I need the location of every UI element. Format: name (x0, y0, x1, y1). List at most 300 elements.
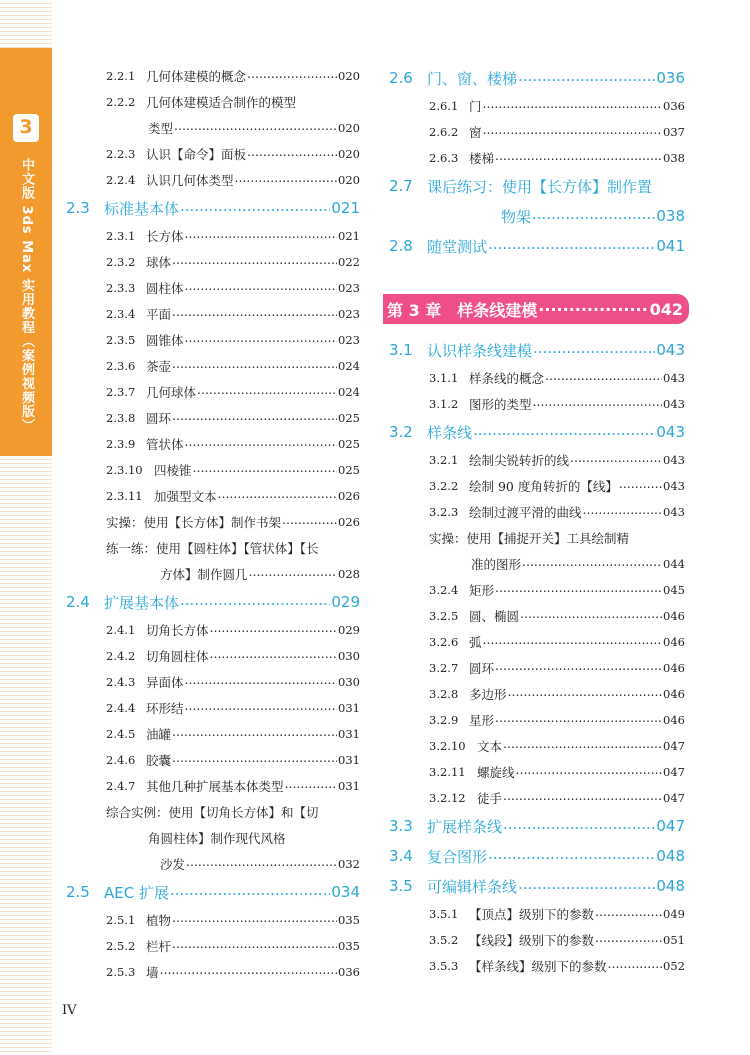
entry-page: 038 (663, 151, 685, 165)
entry-title: 扩展样条线 (427, 817, 503, 836)
dot-leader (172, 726, 337, 739)
dot-leader (570, 452, 662, 465)
entry-number: 3.1.1 (429, 371, 459, 385)
toc-entry[interactable] (66, 959, 360, 985)
entry-title: 矩形 (469, 583, 495, 598)
toc-entry[interactable] (66, 431, 360, 457)
section-number: 2.5 (66, 883, 90, 901)
entry-page: 021 (338, 229, 360, 243)
dot-leader (533, 396, 663, 409)
entry-number: 3.2.1 (429, 453, 459, 467)
toc-entry[interactable] (389, 655, 685, 681)
toc-entry[interactable] (389, 499, 685, 525)
dot-leader (193, 462, 338, 475)
dot-leader (172, 254, 337, 267)
entry-title: 星形 (469, 713, 495, 728)
toc-entry[interactable] (66, 405, 360, 431)
dot-leader (495, 712, 662, 725)
entry-number: 3.5.2 (429, 933, 459, 947)
entry-page: 031 (338, 753, 360, 767)
entry-page: 031 (338, 701, 360, 715)
entry-page: 022 (338, 255, 360, 269)
entry-number: 2.3.11 (106, 489, 143, 503)
entry-title: 【样条线】级别下的参数 (469, 959, 607, 974)
entry-title: 圆环 (469, 661, 495, 676)
toc-section-entry[interactable] (66, 877, 360, 907)
chapter-title: 样条线建模 (457, 300, 538, 320)
entry-number: 2.2.2 (106, 95, 136, 109)
entry-title: 切角圆柱体 (146, 649, 209, 664)
dot-leader (285, 778, 338, 791)
toc-entry[interactable] (66, 141, 360, 167)
entry-title: 几何体建模适合制作的模型 (146, 95, 297, 110)
toc-entry[interactable] (66, 115, 360, 141)
entry-page: 044 (663, 557, 685, 571)
entry-page: 025 (338, 437, 360, 451)
entry-page: 047 (663, 765, 685, 779)
entry-page: 043 (663, 505, 685, 519)
entry-title: 沙发 (160, 857, 186, 872)
entry-title: 植物 (146, 913, 172, 928)
toc-entry[interactable] (66, 379, 360, 405)
entry-page: 038 (656, 207, 685, 225)
entry-page: 021 (331, 199, 360, 217)
dot-leader (185, 674, 338, 687)
dot-leader (180, 199, 330, 214)
section-number: 3.3 (389, 817, 413, 835)
entry-number: 3.2.10 (429, 739, 466, 753)
entry-number: 2.3.6 (106, 359, 136, 373)
entry-title: 长方体 (146, 229, 184, 244)
toc-entry[interactable] (389, 733, 685, 759)
dot-leader (186, 856, 337, 869)
entry-number: 2.3.1 (106, 229, 136, 243)
dot-leader (172, 358, 337, 371)
dot-leader (483, 124, 663, 137)
toc-entry[interactable] (389, 447, 685, 473)
toc-entry[interactable] (389, 629, 685, 655)
dot-leader (185, 436, 338, 449)
entry-page: 043 (663, 479, 685, 493)
entry-number: 2.4.2 (106, 649, 136, 663)
toc-entry[interactable] (66, 799, 360, 825)
section-number: 2.3 (66, 199, 90, 217)
entry-title: AEC 扩展 (104, 883, 169, 902)
entry-number: 3.1.2 (429, 397, 459, 411)
dot-leader (185, 700, 338, 713)
toc-entry[interactable] (389, 953, 685, 979)
toc-entry[interactable] (66, 509, 360, 535)
dot-leader (235, 172, 338, 185)
entry-page: 047 (663, 739, 685, 753)
entry-page: 043 (663, 371, 685, 385)
entry-title: 圆锥体 (146, 333, 184, 348)
dot-leader (174, 120, 337, 133)
toc-section-entry[interactable] (66, 193, 360, 223)
toc-section-entry[interactable] (389, 841, 685, 871)
entry-page: 035 (338, 913, 360, 927)
entry-title: 认识【命令】面板 (146, 147, 247, 162)
dot-leader (503, 817, 655, 832)
entry-title: 切角长方体 (146, 623, 209, 638)
dot-leader (197, 384, 337, 397)
entry-number: 2.6.2 (429, 125, 459, 139)
entry-title: 类型 (148, 121, 174, 136)
entry-title: 认识样条线建模 (427, 341, 533, 360)
entry-page: 052 (663, 959, 685, 973)
toc-entry[interactable] (66, 617, 360, 643)
toc-entry[interactable] (66, 327, 360, 353)
dot-leader (483, 98, 663, 111)
entry-number: 2.3.4 (106, 307, 136, 321)
entry-number: 3.2.8 (429, 687, 459, 701)
entry-title: 实操：使用【捕捉开关】工具绘制精 (429, 531, 630, 546)
dot-leader (185, 280, 338, 293)
dot-leader (495, 660, 662, 673)
entry-number: 2.3.5 (106, 333, 136, 347)
toc-entry[interactable] (389, 145, 685, 171)
toc-entry[interactable] (389, 551, 685, 577)
entry-page: 028 (338, 567, 360, 581)
entry-title: 可编辑样条线 (427, 877, 518, 896)
toc-section-entry[interactable] (389, 871, 685, 901)
entry-number: 2.4.3 (106, 675, 136, 689)
toc-entry[interactable] (66, 907, 360, 933)
entry-number: 2.6.3 (429, 151, 459, 165)
entry-title: 环形结 (146, 701, 184, 716)
dot-leader (595, 932, 662, 945)
dot-leader (508, 686, 663, 699)
toc-entry[interactable] (389, 603, 685, 629)
entry-number: 3.2.11 (429, 765, 466, 779)
dot-leader (160, 964, 338, 977)
toc-entry[interactable] (389, 927, 685, 953)
entry-page: 047 (656, 817, 685, 835)
dot-leader (520, 608, 662, 621)
entry-title: 图形的类型 (469, 397, 532, 412)
dot-leader (185, 228, 338, 241)
entry-number: 2.5.1 (106, 913, 136, 927)
entry-page: 020 (338, 173, 360, 187)
entry-title: 螺旋线 (477, 765, 515, 780)
entry-title: 墙 (146, 965, 159, 980)
toc-section-entry[interactable] (66, 587, 360, 617)
entry-page: 043 (656, 423, 685, 441)
toc-entry[interactable] (389, 201, 685, 231)
dot-leader (473, 423, 655, 438)
dot-leader (495, 150, 662, 163)
entry-title: 胶囊 (146, 753, 172, 768)
entry-page: 035 (338, 939, 360, 953)
entry-title: 标准基本体 (104, 199, 180, 218)
entry-title: 扩展基本体 (104, 593, 180, 612)
chapter-page: 042 (649, 299, 683, 319)
toc-entry[interactable] (66, 63, 360, 89)
toc-entry[interactable] (389, 681, 685, 707)
toc-right-column-top (389, 63, 685, 261)
entry-page: 020 (338, 69, 360, 83)
entry-page: 030 (338, 675, 360, 689)
entry-page: 023 (338, 307, 360, 321)
toc-entry[interactable] (389, 391, 685, 417)
toc-entry[interactable] (66, 353, 360, 379)
dot-leader (503, 790, 662, 803)
toc-section-entry[interactable] (389, 63, 685, 93)
toc-entry[interactable] (66, 275, 360, 301)
entry-page: 020 (338, 147, 360, 161)
entry-title: 栏杆 (146, 939, 172, 954)
entry-title: 绘制 90 度角转折的【线】 (469, 479, 618, 494)
toc-entry[interactable] (66, 825, 360, 851)
entry-page: 046 (663, 687, 685, 701)
entry-title: 几何球体 (146, 385, 197, 400)
entry-title: 复合图形 (427, 847, 488, 866)
toc-section-entry[interactable] (389, 171, 685, 201)
entry-title: 四棱锥 (154, 463, 192, 478)
chapter-3-banner[interactable] (383, 294, 689, 324)
entry-title: 综合实例：使用【切角长方体】和【切 (106, 805, 319, 820)
toc-entry[interactable] (66, 223, 360, 249)
entry-page: 046 (663, 713, 685, 727)
entry-page: 046 (663, 635, 685, 649)
dot-leader (282, 514, 337, 527)
toc-entry[interactable] (389, 707, 685, 733)
entry-page: 026 (338, 489, 360, 503)
entry-page: 049 (663, 907, 685, 921)
entry-title: 认识几何体类型 (146, 173, 234, 188)
dot-leader (249, 566, 338, 579)
toc-entry[interactable] (389, 365, 685, 391)
dot-leader (247, 68, 337, 81)
entry-page: 036 (338, 965, 360, 979)
toc-entry[interactable] (66, 669, 360, 695)
toc-entry[interactable] (66, 89, 360, 115)
dot-leader (185, 332, 338, 345)
entry-number: 2.3.8 (106, 411, 136, 425)
toc-section-entry[interactable] (389, 417, 685, 447)
entry-title: 弧 (469, 635, 482, 650)
toc-entry[interactable] (389, 901, 685, 927)
section-number: 2.8 (389, 237, 413, 255)
entry-number: 3.2.9 (429, 713, 459, 727)
section-number: 2.7 (389, 177, 413, 195)
entry-title: 【线段】级别下的参数 (469, 933, 595, 948)
entry-title: 文本 (477, 739, 503, 754)
sidebar-title-band (0, 48, 52, 456)
entry-title: 异面体 (146, 675, 184, 690)
entry-title: 方体】制作圆几 (160, 567, 248, 582)
entry-number: 3.2.3 (429, 505, 459, 519)
entry-title: 门、窗、楼梯 (427, 69, 518, 88)
entry-page: 023 (338, 333, 360, 347)
section-number: 2.4 (66, 593, 90, 611)
page-number: IV (62, 1003, 77, 1018)
toc-entry[interactable] (389, 525, 685, 551)
entry-page: 046 (663, 609, 685, 623)
dot-leader (218, 488, 338, 501)
toc-section-entry[interactable] (389, 231, 685, 261)
entry-number: 2.4.6 (106, 753, 136, 767)
dot-leader (172, 912, 337, 925)
entry-page: 046 (663, 661, 685, 675)
entry-number: 3.2.7 (429, 661, 459, 675)
entry-page: 043 (663, 453, 685, 467)
entry-number: 2.4.7 (106, 779, 136, 793)
toc-entry[interactable] (66, 747, 360, 773)
entry-title: 茶壶 (146, 359, 172, 374)
toc-entry[interactable] (389, 785, 685, 811)
dot-leader (172, 752, 337, 765)
entry-number: 3.5.1 (429, 907, 459, 921)
entry-title: 【顶点】级别下的参数 (469, 907, 595, 922)
entry-title: 窗 (469, 125, 482, 140)
entry-page: 032 (338, 857, 360, 871)
entry-title: 随堂测试 (427, 237, 488, 256)
toc-entry[interactable] (389, 473, 685, 499)
entry-page: 029 (338, 623, 360, 637)
section-number: 3.4 (389, 847, 413, 865)
toc-entry[interactable] (66, 773, 360, 799)
entry-title: 物架 (501, 207, 532, 226)
entry-number: 2.3.2 (106, 255, 136, 269)
entry-page: 043 (663, 397, 685, 411)
section-number: 2.6 (389, 69, 413, 87)
dot-leader (522, 556, 662, 569)
entry-page: 025 (338, 463, 360, 477)
entry-page: 030 (338, 649, 360, 663)
toc-entry[interactable] (389, 93, 685, 119)
entry-number: 3.2.2 (429, 479, 459, 493)
entry-number: 2.3.9 (106, 437, 136, 451)
toc-entry[interactable] (66, 457, 360, 483)
entry-page: 024 (338, 385, 360, 399)
entry-page: 045 (663, 583, 685, 597)
entry-title: 实操：使用【长方体】制作书架 (106, 515, 282, 530)
dot-leader (495, 582, 662, 595)
entry-number: 2.3.10 (106, 463, 143, 477)
entry-title: 绘制过渡平滑的曲线 (469, 505, 582, 520)
toc-section-entry[interactable] (389, 335, 685, 365)
toc-entry[interactable] (66, 301, 360, 327)
toc-entry[interactable] (389, 119, 685, 145)
toc-entry[interactable] (389, 577, 685, 603)
entry-page: 029 (331, 593, 360, 611)
toc-entry[interactable] (66, 851, 360, 877)
entry-page: 034 (331, 883, 360, 901)
dot-leader (518, 877, 655, 892)
dot-leader (172, 306, 337, 319)
section-number: 3.2 (389, 423, 413, 441)
entry-title: 样条线 (427, 423, 473, 442)
entry-number: 2.2.1 (106, 69, 136, 83)
section-number: 3.1 (389, 341, 413, 359)
toc-section-entry[interactable] (389, 811, 685, 841)
dot-leader (483, 634, 663, 647)
entry-number: 3.2.12 (429, 791, 466, 805)
dot-leader (533, 341, 655, 356)
toc-entry[interactable] (66, 721, 360, 747)
entry-number: 2.4.4 (106, 701, 136, 715)
entry-page: 031 (338, 779, 360, 793)
entry-number: 3.2.5 (429, 609, 459, 623)
toc-entry[interactable] (66, 167, 360, 193)
dot-leader (518, 69, 655, 84)
entry-page: 025 (338, 411, 360, 425)
chapter-label: 第 3 章 (387, 300, 442, 320)
entry-title: 平面 (146, 307, 172, 322)
toc-entry[interactable] (66, 643, 360, 669)
entry-title: 管状体 (146, 437, 184, 452)
entry-page: 031 (338, 727, 360, 741)
entry-title: 楼梯 (469, 151, 495, 166)
entry-title: 样条线的概念 (469, 371, 545, 386)
entry-number: 2.6.1 (429, 99, 459, 113)
toc-left-column (66, 63, 360, 985)
dot-leader (545, 370, 662, 383)
entry-page: 043 (656, 341, 685, 359)
entry-title: 几何体建模的概念 (146, 69, 247, 84)
entry-number: 2.4.5 (106, 727, 136, 741)
dot-leader (583, 504, 663, 517)
dot-leader (210, 648, 338, 661)
toc-entry[interactable] (66, 561, 360, 587)
entry-number: 2.4.1 (106, 623, 136, 637)
entry-title: 加强型文本 (154, 489, 217, 504)
entry-number: 3.2.6 (429, 635, 459, 649)
dot-leader (172, 410, 337, 423)
entry-title: 门 (469, 99, 482, 114)
entry-number: 2.5.3 (106, 965, 136, 979)
toc-entry[interactable] (66, 483, 360, 509)
entry-page: 024 (338, 359, 360, 373)
dot-leader (247, 146, 337, 159)
entry-title: 圆、椭圆 (469, 609, 520, 624)
entry-title: 练一练：使用【圆柱体】【管状体】【长 (106, 541, 319, 556)
section-number: 3.5 (389, 877, 413, 895)
toc-entry[interactable] (66, 249, 360, 275)
book-logo: 3 (13, 114, 39, 142)
dot-leader (488, 847, 655, 862)
dot-leader (210, 622, 338, 635)
entry-title: 课后练习：使用【长方体】制作置 (427, 177, 653, 196)
dot-leader (180, 593, 330, 608)
dot-leader (532, 207, 655, 222)
entry-number: 2.5.2 (106, 939, 136, 953)
dot-leader (595, 906, 662, 919)
toc-entry[interactable] (66, 933, 360, 959)
entry-page: 020 (338, 121, 360, 135)
dot-leader (488, 237, 655, 252)
entry-title: 圆柱体 (146, 281, 184, 296)
toc-entry[interactable] (389, 759, 685, 785)
dot-leader (516, 764, 663, 777)
dot-leader (608, 958, 663, 971)
entry-page: 037 (663, 125, 685, 139)
entry-number: 3.2.4 (429, 583, 459, 597)
toc-entry[interactable] (66, 535, 360, 561)
toc-entry[interactable] (66, 695, 360, 721)
toc-right-column-bottom (389, 335, 685, 979)
dot-leader (503, 738, 662, 751)
entry-page: 026 (338, 515, 360, 529)
entry-title: 油罐 (146, 727, 172, 742)
dot-leader (172, 938, 337, 951)
entry-page: 041 (656, 237, 685, 255)
entry-number: 3.5.3 (429, 959, 459, 973)
entry-title: 绘制尖锐转折的线 (469, 453, 570, 468)
entry-page: 047 (663, 791, 685, 805)
entry-number: 2.3.7 (106, 385, 136, 399)
